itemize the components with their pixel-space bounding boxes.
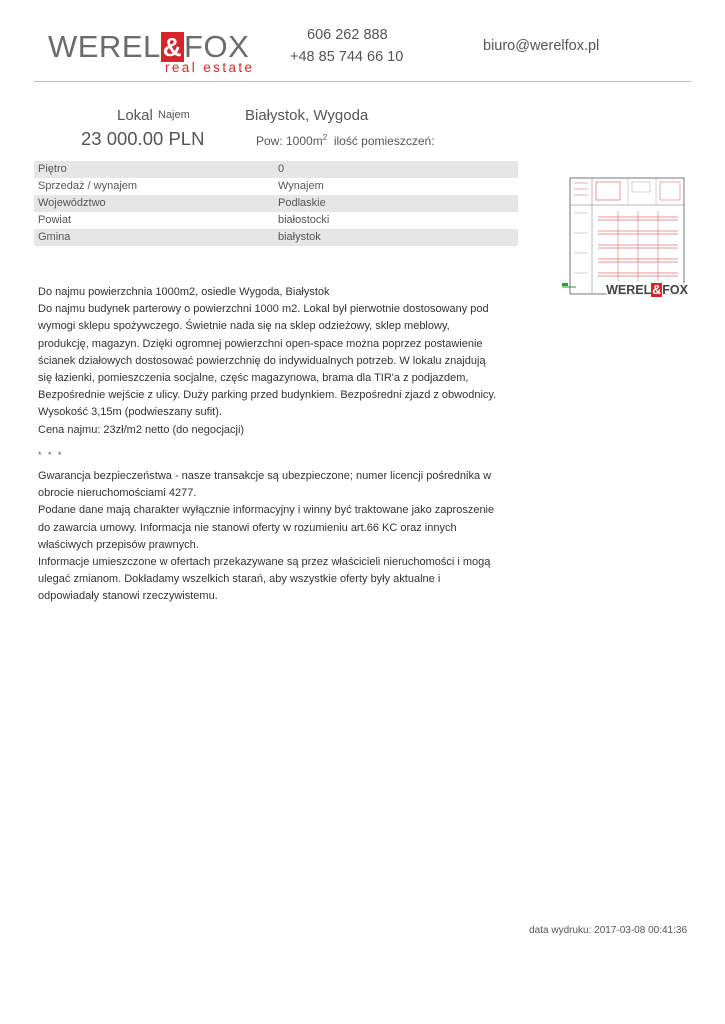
description-line: Do najmu powierzchnia 1000m2, osiedle Wygoda, Białystok [38, 286, 330, 298]
logo-tagline: real estate [165, 60, 255, 75]
property-key: Powiat [38, 214, 72, 226]
plan-watermark: WEREL&FOX [606, 283, 688, 297]
phone-landline[interactable]: +48 85 744 66 10 [290, 49, 404, 65]
property-key: Województwo [34, 195, 278, 212]
rooms-label: ilość pomieszczeń: [333, 134, 435, 148]
table-row [34, 161, 518, 178]
disclaimer-line: Podane dane mają charakter wyłącznie informacyjny i winny być traktowane jako zaproszenie do zawarcia umowy. Informacja nie stanowi oferty w rozumieniu art.66 KC oraz innych właściwych przepisów prawnych. [38, 504, 495, 551]
company-logo [48, 30, 263, 75]
description-line: Cena najmu: 23zł/m2 netto (do negocjacji) [38, 423, 245, 436]
table-row [34, 212, 518, 229]
property-value: Wynajem [278, 180, 324, 192]
listing-description [38, 284, 498, 606]
header-divider [34, 81, 691, 82]
listing-type: Lokal [117, 107, 153, 124]
floor-plan-image[interactable] [562, 163, 690, 301]
property-details-table [34, 161, 518, 246]
listing-location: Białystok, Wygoda [245, 107, 369, 124]
property-value: 0 [278, 161, 518, 178]
print-date: data wydruku: 2017-03-08 00:41:36 [529, 925, 687, 936]
disclaimer-line: Gwarancja bezpieczeństwa - nasze transakcje są ubezpieczone; numer licencji pośrednika w obrocie nieruchomościami 4277. [38, 470, 492, 500]
table-row [34, 229, 518, 246]
logo-wordmark: WEREL&FOX [48, 29, 250, 64]
logo-ampersand: & [162, 32, 183, 62]
property-value: białostocki [278, 214, 330, 226]
floor-plan-drawing [562, 163, 690, 301]
table-row [34, 195, 518, 212]
property-key: Piętro [34, 161, 278, 178]
property-value: Podlaskie [278, 195, 518, 212]
property-key: Gmina [34, 229, 278, 246]
email-link[interactable]: biuro@werelfox.pl [483, 38, 600, 54]
listing-mode: Najem [158, 109, 190, 121]
table-row [34, 178, 518, 195]
listing-area: Pow: $1000m^2$ ilość pomieszczeń: [256, 133, 435, 148]
listing-price: 23 000.00 PLN [81, 128, 205, 149]
section-separator: * * * [38, 449, 64, 460]
description-line: Do najmu budynek parterowy o powierzchni 1000 m2. Lokal był pierwotnie dostosowany pod wymogi sklepu spożywczego. Świetnie nada się na sklep odzieżowy, sklep meblowy, produkcję, magazyn. Dzięki ogromnej powierzchni open-space można poprzez postawienie ścianek działowych dostosować powierzchnię do indywidualnych potrzeb. W lokalu znajdują się łazienki, pomieszczenia socjalne, częśc magazynowa, brama dla TIR'a z podjazdem, Bezpośrednie wejście z ulicy. Duży parking przed budynkiem. Bezpośredni zjazd z obwodnicy. Wysokość 3,15m (podwieszany sufit). [38, 303, 497, 419]
disclaimer-line: Informacje umieszczone w ofertach przekazywane są przez właścicieli nieruchomości i mogą ulegać zmianom. Dokładamy wszelkich starań, aby wszystkie oferty były aktualne i odpowiadały stanowi rzeczywistemu. [38, 556, 491, 603]
property-key: Sprzedaż / wynajem [38, 180, 138, 192]
phone-mobile[interactable]: 606 262 888 [307, 27, 388, 43]
property-value: białystok [278, 229, 518, 246]
